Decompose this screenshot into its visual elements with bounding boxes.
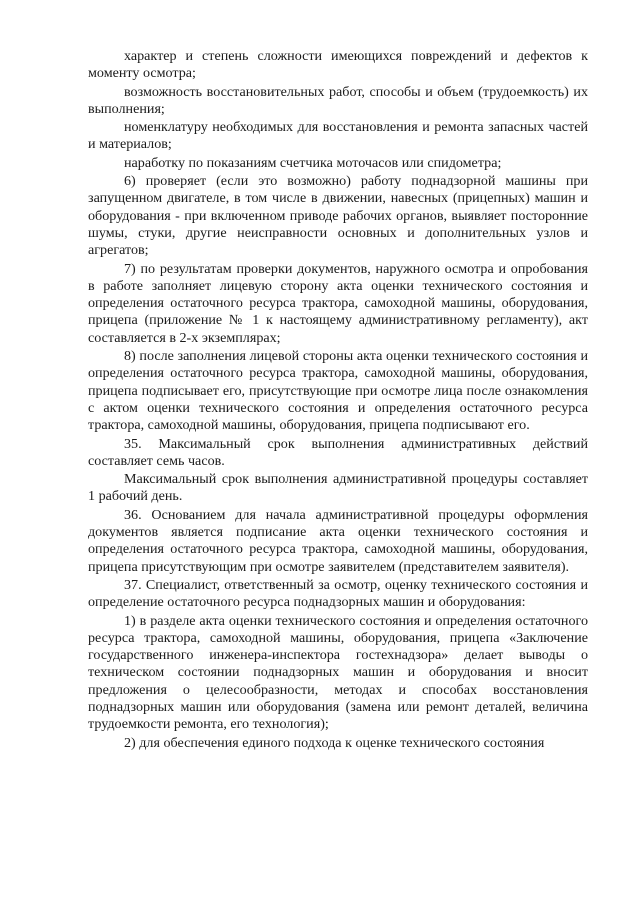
document-page [88, 48, 588, 752]
paragraph-clause-37: 37. Специалист, ответственный за осмотр, оценку технического состояния и определение остаточного ресурса поднадзорных машин и оборудования: [88, 576, 588, 611]
paragraph-damage-character: характер и степень сложности имеющихся повреждений и дефектов к моменту осмотра; [88, 48, 588, 82]
paragraph-item-7: 7) по результатам проверки документов, наружного осмотра и опробования в работе заполняет лицевую сторону акта оценки технического состояния и определения остаточного ресурса трактора, самоходной машины, оборудования, прицепа (приложение № 1 к настоящему административному регламенту), акт составляется в 2-х экземплярах; [88, 260, 588, 346]
paragraph-engine-hours: наработку по показаниям счетчика моточасов или спидометра; [124, 154, 502, 171]
paragraph-clause-36: 36. Основанием для начала административной процедуры оформления документов является подписание акта оценки технического состояния и определения остаточного ресурса трактора, самоходной машины, оборудования, прицепа присутствующим при осмотре заявителем (представителем заявителя). [88, 506, 588, 575]
paragraph-repair-possibility: возможность восстановительных работ, способы и объем (трудоемкость) их выполнения; [88, 83, 588, 117]
paragraph-max-term: Максимальный срок выполнения административной процедуры составляет 1 рабочий день. [88, 471, 588, 505]
paragraph-clause-37-item-2: 2) для обеспечения единого подхода к оценке технического состояния [124, 734, 545, 751]
paragraph-clause-35: 35. Максимальный срок выполнения административных действий составляет семь часов. [88, 435, 588, 469]
paragraph-clause-37-item-1: 1) в разделе акта оценки технического состояния и определения остаточного ресурса трактора, самоходной машины, оборудования, прицепа «Заключение государственного инженера-инспектора гостехнадзора» делает выводы о техническом состоянии поднадзорных машин и оборудования и вносит предложения о целесообразности, методах и способах восстановления поднадзорных машин или оборудования (замена или ремонт деталей, величина трудоемкости ремонта, его технология); [88, 612, 588, 733]
paragraph-item-6: 6) проверяет (если это возможно) работу поднадзорной машины при запущенном двигателе, в том числе в движении, навесных (прицепных) машин и оборудования - при включенном приводе рабочих органов, выявляет посторонние шумы, стуки, другие неисправности основных и дополнительных узлов и агрегатов; [88, 173, 588, 259]
paragraph-spare-parts: номенклатуру необходимых для восстановления и ремонта запасных частей и материалов; [88, 119, 588, 153]
paragraph-item-8: 8) после заполнения лицевой стороны акта оценки технического состояния и определения остаточного ресурса трактора, самоходной машины, оборудования, прицепа подписывает его, присутствующие при осмотре лица после ознакомления с актом оценки технического состояния и определения остаточного ресурса трактора, самоходной машины, оборудования, прицепа подписывают его. [88, 348, 588, 434]
